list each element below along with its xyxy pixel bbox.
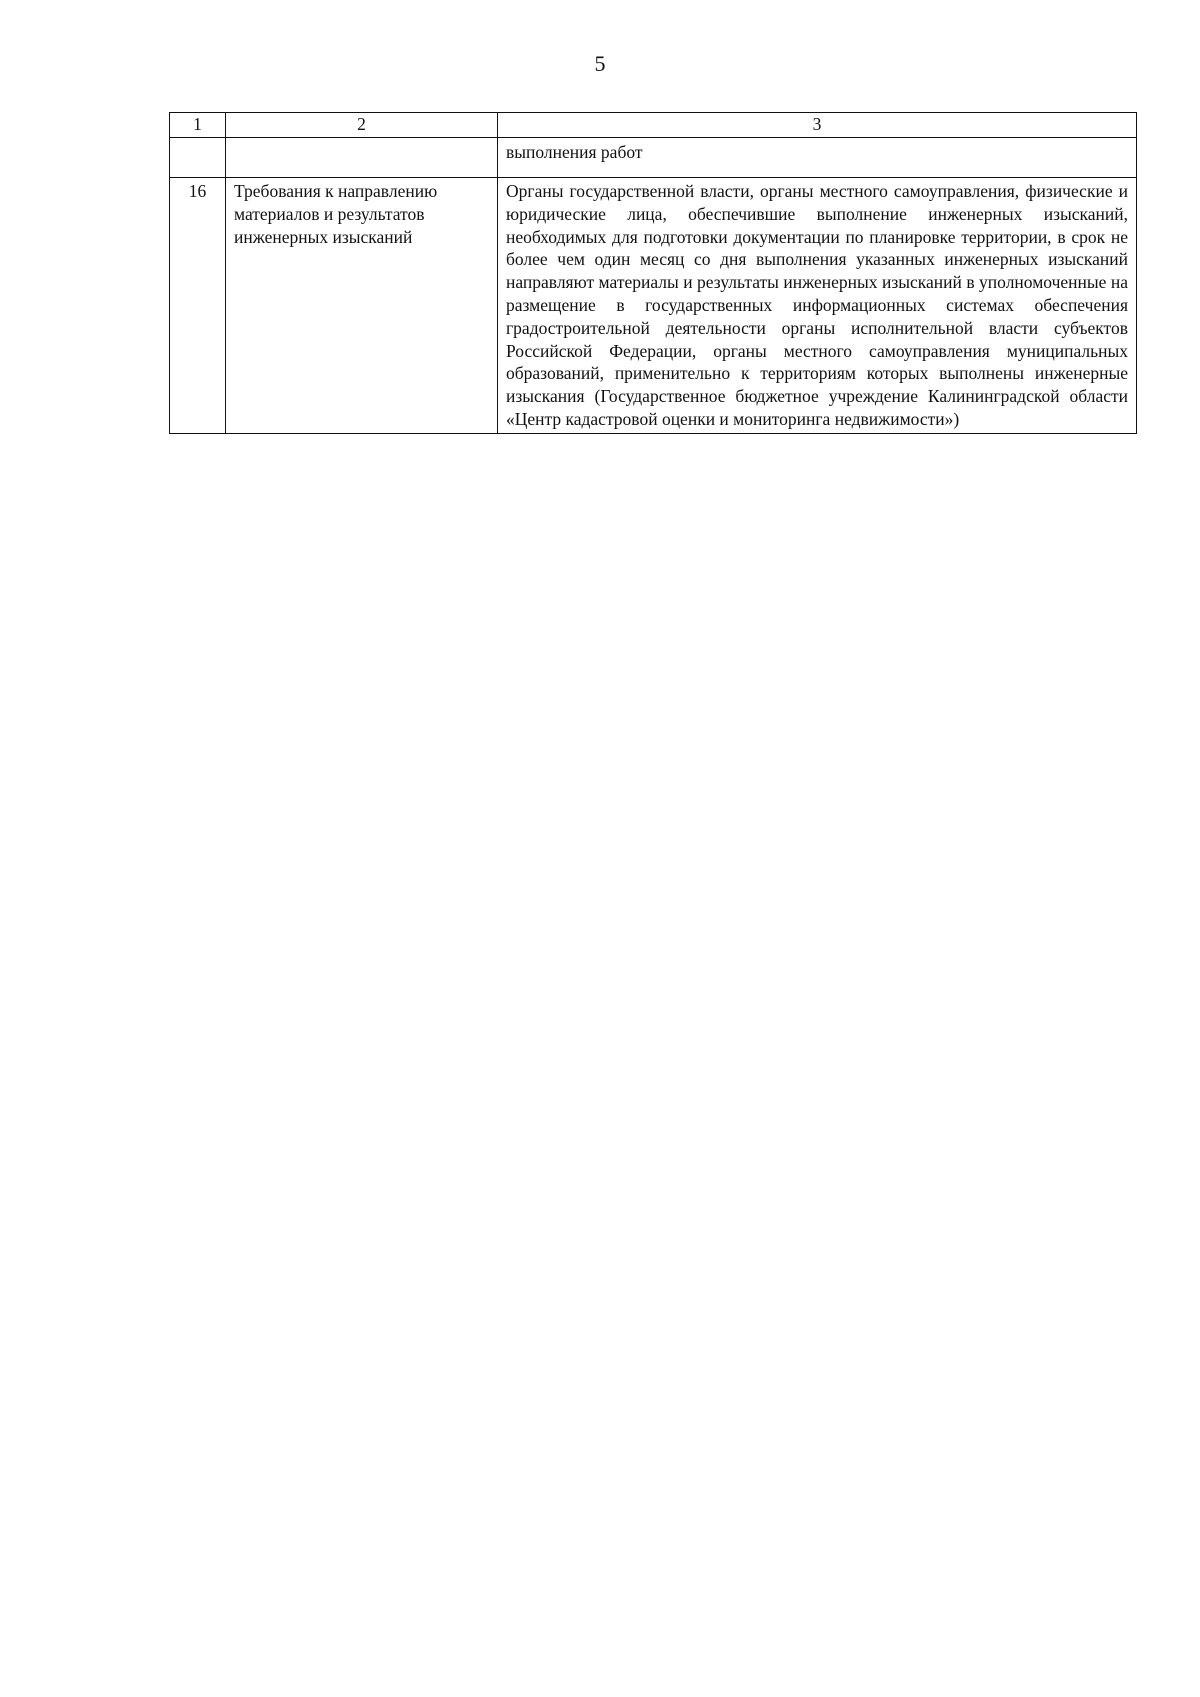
continuation-number-cell [170,138,226,178]
requirement-description-cell: Органы государственной власти, органы местного самоуправления, физические и юридические лица, обеспечившие выполнение инженерных изысканий, необходимых для подготовки документации по планировке территории, в срок не более чем один месяц со дня выполнения указанных инженерных изысканий направляют материалы и результаты инженерных изысканий в уполномоченные на размещение в государственных информационных системах обеспечения градостроительной деятельности органы исполнительной власти субъектов Российской Федерации, органы местного самоуправления муниципальных образований, применительно к территориям которых выполнены инженерные изыскания (Государственное бюджетное учреждение Калининградской области «Центр кадастровой оценки и мониторинга недвижимости») [498,178,1137,434]
table-row [170,178,1137,434]
column-header-3: 3 [498,113,1137,138]
requirement-cell: Требования к направлению материалов и результатов инженерных изысканий [226,178,498,434]
column-header-1: 1 [170,113,226,138]
table-header-row [170,113,1137,138]
page-number: 5 [594,51,606,76]
row-number-cell: 16 [170,178,226,434]
continuation-requirement-cell [226,138,498,178]
table-row-continuation [170,138,1137,178]
column-header-2: 2 [226,113,498,138]
continuation-text-cell: выполнения работ [498,138,1137,178]
requirements-table [169,112,1137,434]
